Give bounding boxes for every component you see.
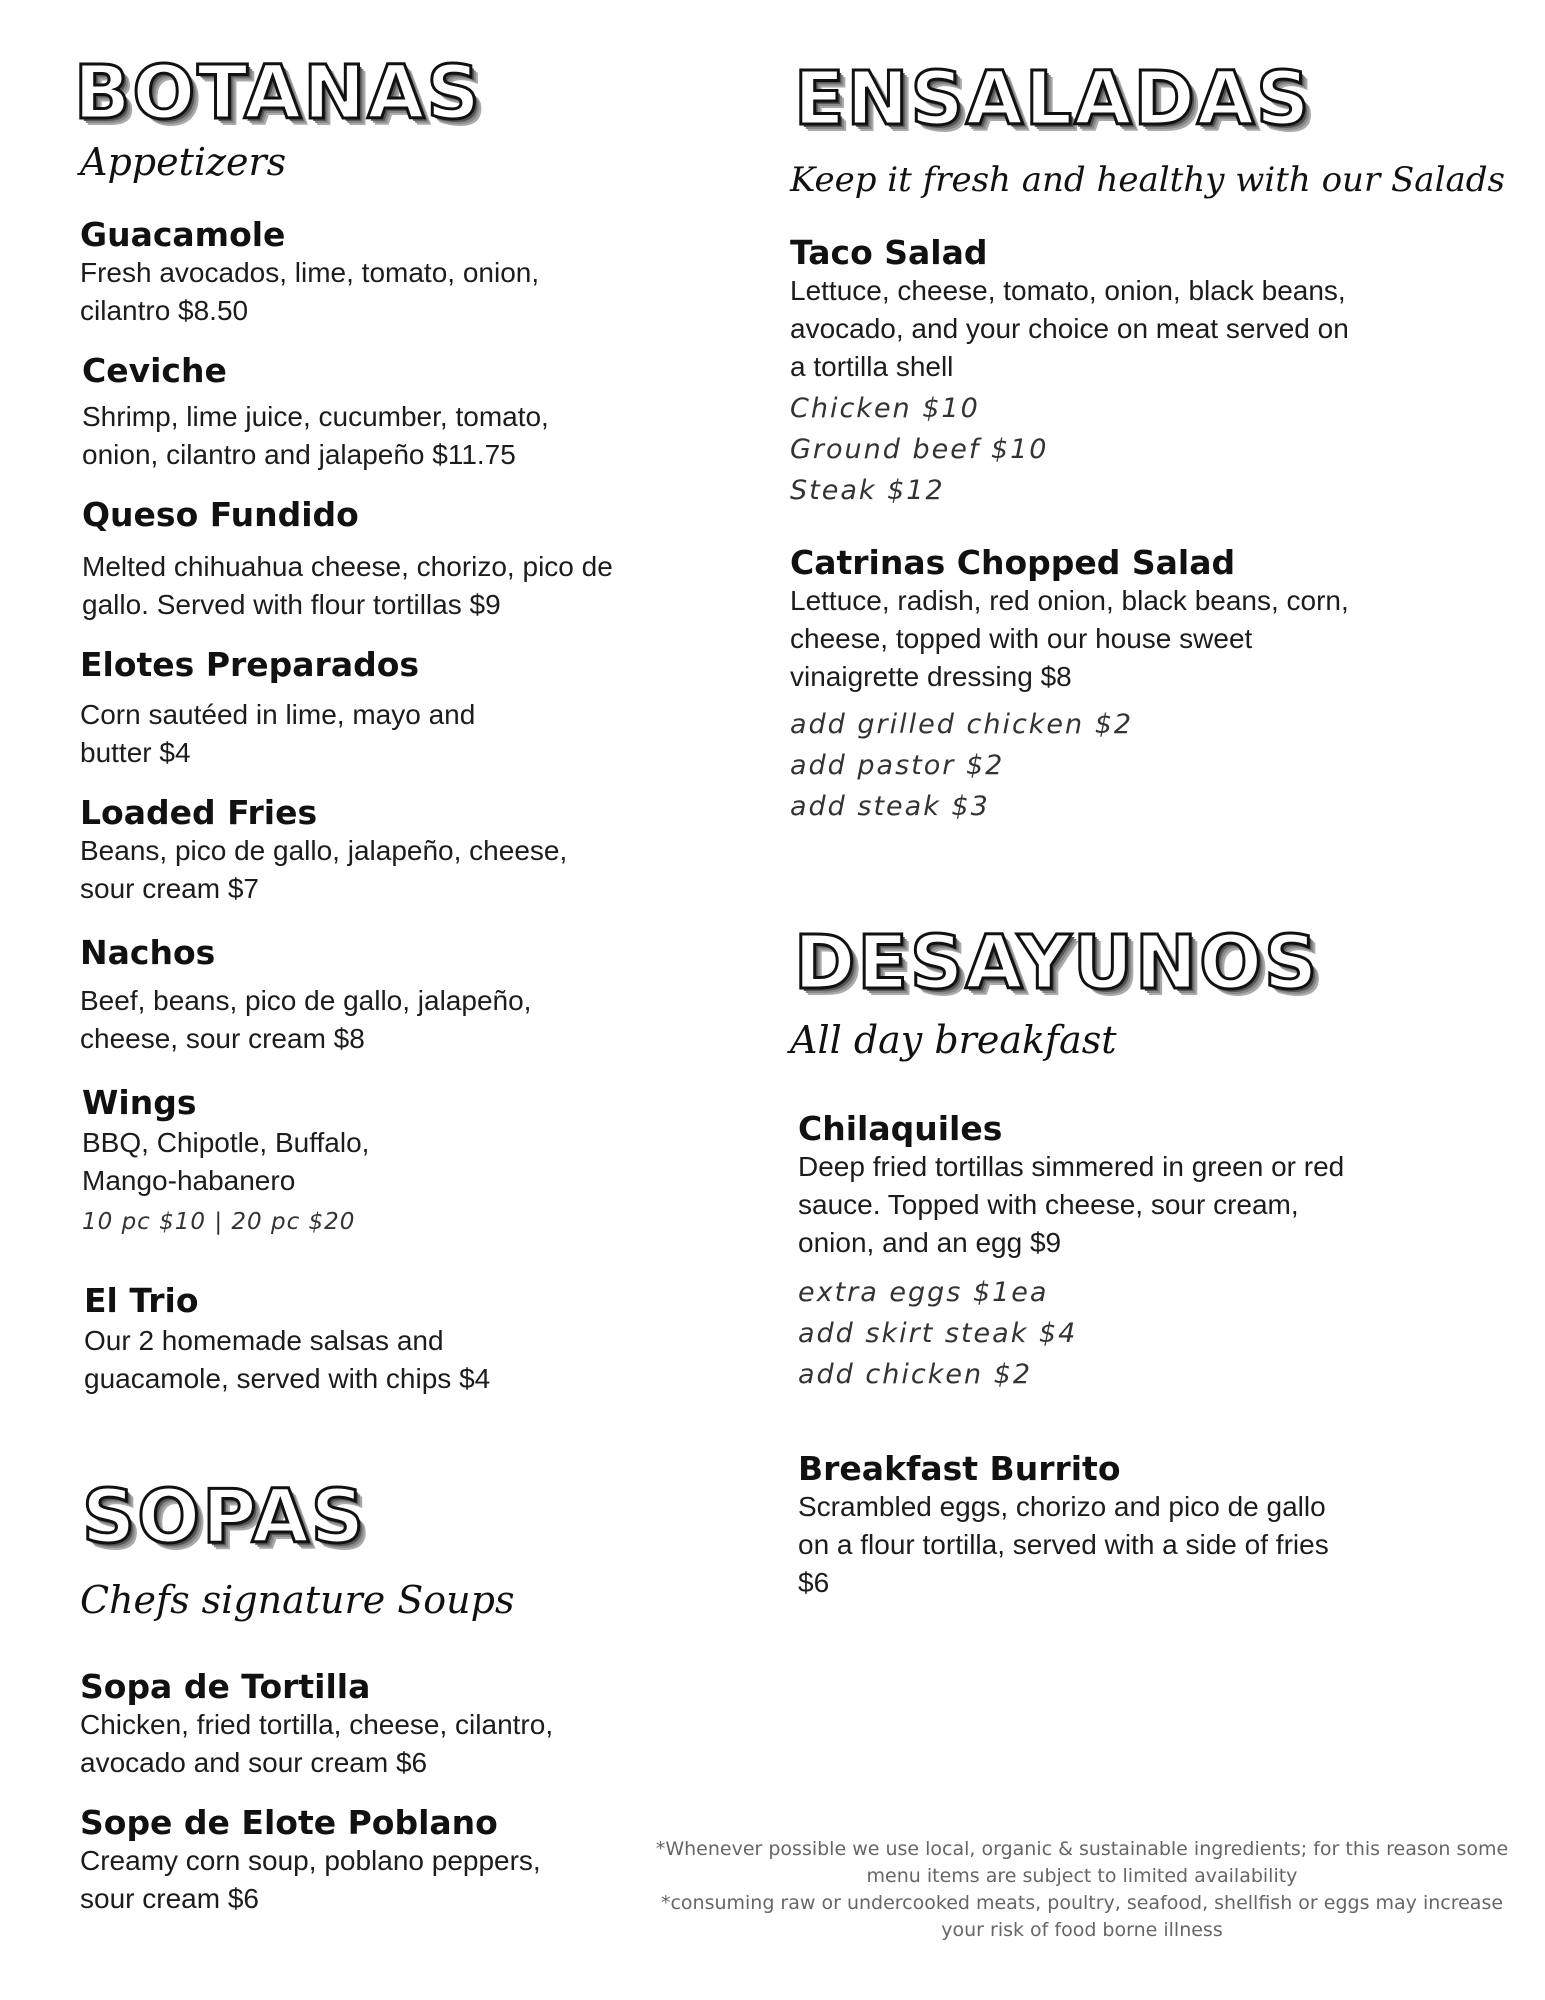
item-description: Chicken, fried tortilla, cheese, cilantro, avocado and sour cream $6 xyxy=(80,1708,554,1778)
item-name: Chilaquiles xyxy=(798,1109,1003,1148)
item-option: add steak $3 xyxy=(790,790,990,822)
item-name: Ceviche xyxy=(82,351,227,390)
item-description: Scrambled eggs, chorizo and pico de gallo on a flour tortilla, served with a side of fries $6 xyxy=(798,1490,1329,1598)
menu-item xyxy=(84,1282,584,1398)
item-name: Breakfast Burrito xyxy=(798,1449,1121,1488)
desayunos-heading: DESAYUNOS xyxy=(794,920,1320,1006)
item-name: Nachos xyxy=(80,933,216,972)
menu-item xyxy=(80,1804,600,1918)
item-option: 10 pc $10 | 20 pc $20 xyxy=(82,1208,356,1235)
sopas-subtitle: Chefs signature Soups xyxy=(80,1578,515,1622)
item-description: Melted chihuahua cheese, chorizo, pico de gallo. Served with flour tortillas $9 xyxy=(82,550,613,620)
item-description: Lettuce, cheese, tomato, onion, black beans, avocado, and your choice on meat served on a tortilla shell xyxy=(790,274,1349,382)
item-name: El Trio xyxy=(84,1281,199,1320)
item-description: Beans, pico de gallo, jalapeño, cheese, sour cream $7 xyxy=(80,834,568,904)
menu-item xyxy=(82,496,622,624)
item-name: Catrinas Chopped Salad xyxy=(790,543,1236,582)
item-description: Lettuce, radish, red onion, black beans, corn, cheese, topped with our house sweet vinaigrette dressing $8 xyxy=(790,584,1349,692)
footnote xyxy=(644,1836,1520,1944)
item-option: Ground beef $10 xyxy=(790,433,1049,465)
item-description: Corn sautéed in lime, mayo and butter $4 xyxy=(80,698,476,768)
item-name: Loaded Fries xyxy=(80,793,318,832)
item-name: Wings xyxy=(82,1083,197,1122)
footnote-ingredients: *Whenever possible we use local, organic & sustainable ingredients; for this reason some menu items are subject to limited availability xyxy=(655,1838,1509,1887)
ensaladas-subtitle: Keep it fresh and healthy with our Salads xyxy=(790,160,1505,200)
footnote-health-warning: *consuming raw or undercooked meats, poultry, seafood, shellfish or eggs may increase your risk of food borne illness xyxy=(660,1892,1504,1941)
item-option: Chicken $10 xyxy=(790,392,980,424)
item-option: extra eggs $1ea xyxy=(798,1276,1049,1308)
menu-item xyxy=(80,934,600,1058)
menu-item xyxy=(82,1084,412,1243)
item-name: Elotes Preparados xyxy=(80,645,420,684)
menu-item xyxy=(790,234,1350,511)
menu-item xyxy=(80,1668,620,1782)
item-description: BBQ, Chipotle, Buffalo, Mango-habanero xyxy=(82,1126,370,1196)
item-description: Shrimp, lime juice, cucumber, tomato, onion, cilantro and jalapeño $11.75 xyxy=(82,400,549,470)
item-description: Fresh avocados, lime, tomato, onion, cilantro $8.50 xyxy=(80,256,540,326)
item-name: Guacamole xyxy=(80,215,286,254)
item-name: Sopa de Tortilla xyxy=(80,1667,371,1706)
item-option: add skirt steak $4 xyxy=(798,1317,1078,1349)
botanas-heading: BOTANAS xyxy=(74,50,482,136)
botanas-subtitle: Appetizers xyxy=(80,140,287,184)
item-description: Deep fried tortillas simmered in green or red sauce. Topped with cheese, sour cream, onion, and an egg $9 xyxy=(798,1150,1345,1258)
item-name: Queso Fundido xyxy=(82,495,359,534)
menu-item xyxy=(790,544,1350,827)
menu-item xyxy=(82,352,612,474)
item-name: Sope de Elote Poblano xyxy=(80,1803,498,1842)
sopas-heading: SOPAS xyxy=(82,1474,367,1560)
menu-item xyxy=(798,1110,1358,1395)
menu-item xyxy=(798,1450,1358,1602)
menu-item xyxy=(80,794,620,908)
item-option: add chicken $2 xyxy=(798,1358,1033,1390)
desayunos-subtitle: All day breakfast xyxy=(790,1018,1117,1062)
item-option: add pastor $2 xyxy=(790,749,1005,781)
menu-item xyxy=(80,646,520,772)
item-description: Beef, beans, pico de gallo, jalapeño, cheese, sour cream $8 xyxy=(80,984,532,1054)
item-description: Creamy corn soup, poblano peppers, sour cream $6 xyxy=(80,1844,541,1914)
ensaladas-heading: ENSALADAS xyxy=(794,56,1312,142)
item-option: Steak $12 xyxy=(790,474,945,506)
item-option: add grilled chicken $2 xyxy=(790,708,1134,740)
item-name: Taco Salad xyxy=(790,233,988,272)
menu-item xyxy=(80,216,620,330)
item-description: Our 2 homemade salsas and guacamole, served with chips $4 xyxy=(84,1324,491,1394)
